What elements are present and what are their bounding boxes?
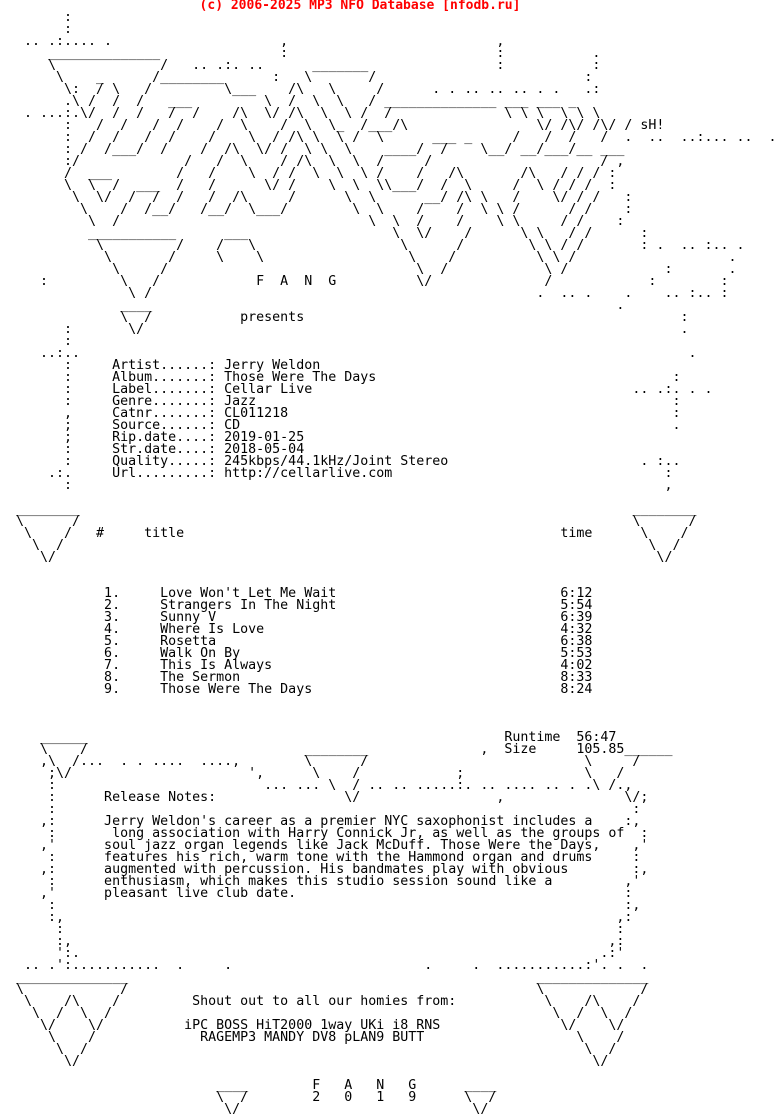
- nfo-line: .. .:.... . , ,: [16, 34, 505, 49]
- nfo-line: .:. Url.........: http://cellarlive.com :: [16, 466, 673, 481]
- nfo-line: ,: augmented with percussion. His bandmates play with obvious :,: [16, 862, 649, 877]
- nfo-line: 2. Strangers In The Night 5:54: [16, 598, 593, 613]
- nfo-line: \ / \ / \ / \ /: [16, 1006, 633, 1021]
- nfo-line: \ / \ / \ / : .: [16, 262, 737, 277]
- nfo-ascii-art: [16, 12, 777, 1116]
- nfo-line: .. .':........... . . . . ...........:'. . .: [16, 958, 649, 973]
- nfo-line: ___________ ___ \ \/ / \ \ / / :: [16, 226, 649, 241]
- nfo-line: \ / . .. . . .. :.. :: [16, 286, 729, 301]
- nfo-line: \ / 2 0 1 9 \ /: [16, 1090, 497, 1105]
- nfo-line: / ___ / / \ / / \ \ \ / / /\ /\ / / / :: [16, 166, 617, 181]
- nfo-line: \ / \ /: [16, 514, 697, 529]
- nfo-line: ______________ ______________: [16, 970, 649, 985]
- nfo-line: : \/ .: [16, 322, 689, 337]
- nfo-line: : long association with Harry Connick Jr, as well as the groups of :: [16, 826, 649, 841]
- nfo-line: 6. Walk On By 5:53: [16, 646, 593, 661]
- nfo-line: : ... ... \ / .. .. .....:. .. .... .. . .\ /.,: [16, 778, 633, 793]
- nfo-line: \ _ /________ : \ / :: [16, 70, 593, 85]
- nfo-line: :/ / / \ / /\ \ \ / / / ,: [16, 154, 625, 169]
- nfo-line: 8. The Sermon 8:33: [16, 670, 593, 685]
- nfo-line: ,: Jerry Weldon's career as a premier NYC saxophonist includes a :,: [16, 814, 641, 829]
- nfo-line: \ / \ \ \ / \ \ / .: [16, 250, 737, 265]
- nfo-line: ..:.. .: [16, 346, 697, 361]
- nfo-line: : Release Notes: \/ , \/;: [16, 790, 649, 805]
- nfo-line: \ \/ / / / / /\ / \ \ __/ /\ \ / \/ / / :: [16, 190, 633, 205]
- nfo-line: ; Rip.date....: 2019-01-25: [16, 430, 305, 445]
- nfo-line: 4. Where Is Love 4:32: [16, 622, 593, 637]
- nfo-line: :, ,:: [16, 910, 633, 925]
- nfo-line: .\ / / / ___ \ / \ \ / ______________ ___ ___ _: [16, 94, 577, 109]
- nfo-line: ;\/ ', \ / ; \ /: [16, 766, 625, 781]
- nfo-line: . ...:.\/ / / / / /\ \/ /\ \ \ / / \ \ \ \ \ \: [16, 106, 601, 121]
- nfo-line: : :: [16, 802, 641, 817]
- nfo-line: 3. Sunny V 6:39: [16, 610, 593, 625]
- nfo-line: \ \ / ___ / / \/ / \ \ \\___/ / \ / \ / / / :: [16, 178, 617, 193]
- nfo-line: ,\ /... . . .... ...., \ / \ /: [16, 754, 641, 769]
- nfo-line: ______ Runtime 56:47: [16, 730, 617, 745]
- nfo-line: \ / \ \ / / \ \ / / :: [16, 214, 625, 229]
- nfo-line: 9. Those Were The Days 8:24: [16, 682, 593, 697]
- nfo-line: : / /___/ / / /\ \/ / \ \ \ ____/ / \__/ __/___/__ ___: [16, 142, 625, 157]
- nfo-line: \ / presents :: [16, 310, 689, 325]
- nfo-line: : Str.date....: 2018-05-04: [16, 442, 305, 457]
- nfo-line: : enthusiasm, which makes this studio session sound like a ,': [16, 874, 641, 889]
- nfo-line: : :,: [16, 898, 641, 913]
- nfo-line: \: / \ / \___ /\ \ / . . .. .. .. . . .:: [16, 82, 601, 97]
- nfo-line: \/ \/: [16, 550, 673, 565]
- nfo-line: \ /\ / Shout out to all our homies from: \ /\ /: [16, 994, 641, 1009]
- nfo-line: : features his rich, warm tone with the Hammond organ and drums :: [16, 850, 641, 865]
- nfo-line: [16, 708, 777, 720]
- nfo-line: :: [16, 22, 73, 37]
- nfo-line: [16, 696, 777, 708]
- nfo-line: : Label.......: Cellar Live .. .:. . .: [16, 382, 713, 397]
- nfo-line: , Catnr.......: CL011218 :: [16, 406, 681, 421]
- nfo-line: \ / ________ , Size 105.85______: [16, 742, 673, 757]
- nfo-line: : / / / / / \ / /\ \ \ / \ ___ _ / / / / . .. ..:... .. .: [16, 130, 777, 145]
- nfo-line: 1. Love Won't Let Me Wait 6:12: [16, 586, 593, 601]
- nfo-line: [16, 564, 777, 576]
- nfo-line: \ / \ /: [16, 1042, 617, 1057]
- nfo-line: \/ \/: [16, 1054, 609, 1069]
- nfo-line: \ / / \ \ / \ \ / / : . .. :.. .: [16, 238, 745, 253]
- nfo-line: \/ \/ iPC BOSS HiT2000 1way UKi i8 RNS \/ \/: [16, 1018, 625, 1033]
- nfo-line: ; Source......: CD .: [16, 418, 681, 433]
- nfo-line: 7. This Is Always 4:02: [16, 658, 593, 673]
- nfo-line: ____ F A N G ____: [16, 1078, 497, 1093]
- nfo-line: : Artist......: Jerry Weldon: [16, 358, 321, 373]
- nfo-line: \ / \ /: [16, 982, 649, 997]
- nfo-line: \ / /__/ /__/ \___/ \ \ / / \ \ / / / :: [16, 202, 633, 217]
- site-header: (c) 2006-2025 MP3 NFO Database [nfodb.ru]: [199, 0, 521, 13]
- nfo-line: ______________ : : .: [16, 46, 601, 61]
- nfo-line: : Album.......: Those Were The Days :: [16, 370, 681, 385]
- nfo-line: ,' soul jazz organ legends like Jack McDuff. Those Were the Days, ,': [16, 838, 649, 853]
- nfo-line: ____ .: [16, 298, 625, 313]
- nfo-line: :: [16, 10, 73, 25]
- nfo-line: \ / \ /: [16, 538, 681, 553]
- nfo-line: : / / / / / \ / \ \_ /___/\ \/ /\/ /\/ / sH!: [16, 118, 665, 133]
- nfo-line: : :: [16, 922, 625, 937]
- nfo-line: \ / .. .:. .. _______ : :: [16, 58, 601, 73]
- nfo-line: ________ ________: [16, 502, 697, 517]
- nfo-line: : ,: [16, 478, 673, 493]
- nfo-line: :: [16, 334, 73, 349]
- nfo-line: ,' pleasant live club date. :: [16, 886, 633, 901]
- nfo-line: \ / # title time \ /: [16, 526, 689, 541]
- nfo-line: :, ,:: [16, 934, 625, 949]
- nfo-line: \ / RAGEMP3 MANDY DV8 pLAN9 BUTT \ /: [16, 1030, 625, 1045]
- nfo-line: ':. .:': [16, 946, 625, 961]
- nfo-line: 5. Rosetta 6:38: [16, 634, 593, 649]
- nfo-line: : Quality.....: 245kbps/44.1kHz/Joint Stereo . :..: [16, 454, 681, 469]
- nfo-line: : Genre.......: Jazz :: [16, 394, 681, 409]
- nfo-line: : \ / F A N G \/ / : :: [16, 274, 729, 289]
- nfo-line: \/ \/: [16, 1102, 489, 1117]
